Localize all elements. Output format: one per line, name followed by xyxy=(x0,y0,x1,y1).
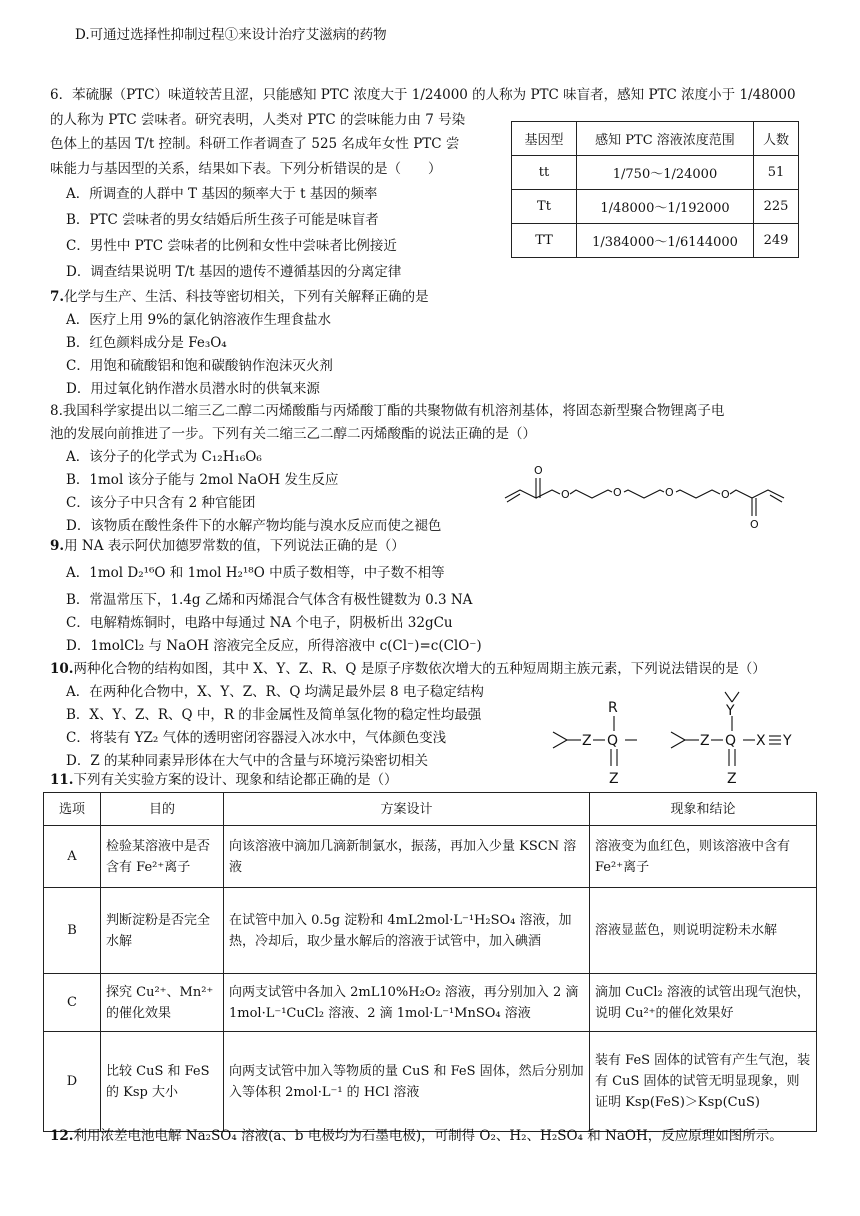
atom-r: R xyxy=(608,700,618,716)
cell-result: 滴加 CuCl₂ 溶液的试管出现气泡快，说明 Cu²⁺的催化效果好 xyxy=(590,974,817,1032)
atom-q: Q xyxy=(725,733,737,749)
cell-option: A xyxy=(44,826,101,888)
table-row xyxy=(44,1032,817,1132)
cell-goal: 比较 CuS 和 FeS 的 Ksp 大小 xyxy=(101,1032,224,1132)
q10-number: 10. xyxy=(50,661,74,677)
q6-option-c: C．男性中 PTC 尝味者的比例和女性中尝味者比例接近 xyxy=(66,238,397,254)
atom-q: Q xyxy=(607,733,619,749)
table-row xyxy=(512,224,799,258)
q9-stem xyxy=(50,536,405,556)
compound-structures xyxy=(545,690,815,790)
cell-range: 1/48000～1/192000 xyxy=(577,190,754,224)
q7-option-a: A．医疗上用 9%的氯化钠溶液作生理食盐水 xyxy=(66,312,331,328)
header-result: 现象和结论 xyxy=(590,793,817,826)
q6-option-d: D．调查结果说明 T/t 基因的遗传不遵循基因的分离定律 xyxy=(66,264,402,280)
q8-line1: 8.我国科学家提出以二缩三乙二醇二丙烯酸酯与丙烯酸丁酯的共聚物做有机溶剂基体，将固态新型聚合物锂离子电 xyxy=(50,403,725,419)
q10-text: 两种化合物的结构如图，其中 X、Y、Z、R、Q 是原子序数依次增大的五种短周期主族元素，下列说法错误的是（） xyxy=(73,661,766,677)
q8-option-b: B．1mol 该分子能与 2mol NaOH 发生反应 xyxy=(66,472,339,488)
cell-goal: 判断淀粉是否完全水解 xyxy=(101,888,224,974)
atom-o: O xyxy=(534,464,543,477)
option-d-prev: D.可通过选择性抑制过程①来设计治疗艾滋病的药物 xyxy=(75,27,387,43)
cell-goal: 探究 Cu²⁺、Mn²⁺的催化效果 xyxy=(101,974,224,1032)
header-genotype: 基因型 xyxy=(512,122,577,156)
atom-o: O xyxy=(561,488,570,501)
q10-option-c: C．将装有 YZ₂ 气体的透明密闭容器浸入冰水中，气体颜色变浅 xyxy=(66,730,447,746)
atom-z: Z xyxy=(700,733,710,749)
q7-option-d: D．用过氧化钠作潜水员潜水时的供氧来源 xyxy=(66,381,320,397)
q12-number: 12. xyxy=(50,1128,74,1144)
q10-option-b: B．X、Y、Z、R、Q 中，R 的非金属性及简单氢化物的稳定性均最强 xyxy=(66,707,482,723)
q9-option-c: C．电解精炼铜时，电路中每通过 NA 个电子，阴极析出 32gCu xyxy=(66,615,453,631)
cell-plan: 向两支试管中加入等物质的量 CuS 和 FeS 固体，然后分别加入等体积 2mol·L⁻¹ 的 HCl 溶液 xyxy=(224,1032,590,1132)
cell-count: 51 xyxy=(754,156,799,190)
q9-option-d: D．1molCl₂ 与 NaOH 溶液完全反应，所得溶液中 c(Cl⁻)=c(ClO⁻) xyxy=(66,638,482,654)
cell-genotype: TT xyxy=(512,224,577,258)
q8-line2: 池的发展向前推进了一步。下列有关二缩三乙二醇二丙烯酸酯的说法正确的是（） xyxy=(50,426,536,442)
q12-text: 利用浓差电池电解 Na₂SO₄ 溶液(a、b 电极均为石墨电极)，可制得 O₂、H₂、H₂SO₄ 和 NaOH，反应原理如图所示。 xyxy=(73,1128,783,1144)
diacrylate-structure xyxy=(500,446,800,532)
table-header-row xyxy=(512,122,799,156)
q6-line2: 的人称为 PTC 尝味者。研究表明，人类对 PTC 的尝味能力由 7 号染 xyxy=(50,112,466,128)
q6-option-b: B．PTC 尝味者的男女结婚后所生孩子可能是味盲者 xyxy=(66,212,379,228)
q11-stem xyxy=(50,770,398,790)
cell-genotype: Tt xyxy=(512,190,577,224)
atom-y: Y xyxy=(726,703,735,719)
q11-number: 11. xyxy=(50,772,74,788)
atom-x: X xyxy=(756,733,766,749)
q11-text: 下列有关实验方案的设计、现象和结论都正确的是（） xyxy=(73,772,398,788)
table-row xyxy=(512,156,799,190)
atom-o: O xyxy=(750,518,759,531)
q10-stem xyxy=(50,659,766,679)
cell-range: 1/750～1/24000 xyxy=(577,156,754,190)
atom-z: Z xyxy=(727,771,737,787)
q12-stem xyxy=(50,1126,783,1146)
experiment-table xyxy=(43,792,817,1132)
cell-result: 溶液显蓝色，则说明淀粉未水解 xyxy=(590,888,817,974)
atom-y: Y xyxy=(783,733,792,749)
cell-result: 装有 FeS 固体的试管有产生气泡，装有 CuS 固体的试管无明显现象，则证明 Ksp(FeS)＞Ksp(CuS) xyxy=(590,1032,817,1132)
atom-o: O xyxy=(613,486,622,499)
q8-option-d: D．该物质在酸性条件下的水解产物均能与溴水反应而使之褪色 xyxy=(66,518,442,534)
q9-number: 9. xyxy=(50,538,65,554)
q7-text: 化学与生产、生活、科技等密切相关，下列有关解释正确的是 xyxy=(64,289,429,305)
table-header-row xyxy=(44,793,817,826)
cell-count: 225 xyxy=(754,190,799,224)
cell-count: 249 xyxy=(754,224,799,258)
cell-option: B xyxy=(44,888,101,974)
cell-goal: 检验某溶液中是否含有 Fe²⁺离子 xyxy=(101,826,224,888)
cell-plan: 向该溶液中滴加几滴新制氯水，振荡，再加入少量 KSCN 溶液 xyxy=(224,826,590,888)
atom-o: O xyxy=(665,486,674,499)
cell-plan: 向两支试管中各加入 2mL10%H₂O₂ 溶液，再分别加入 2 滴 1mol·L⁻¹CuCl₂ 溶液、2 滴 1mol·L⁻¹MnSO₄ 溶液 xyxy=(224,974,590,1032)
header-option: 选项 xyxy=(44,793,101,826)
cell-genotype: tt xyxy=(512,156,577,190)
q10-option-d: D．Z 的某种同素异形体在大气中的含量与环境污染密切相关 xyxy=(66,753,428,769)
q9-option-a: A．1mol D₂¹⁶O 和 1mol H₂¹⁸O 中质子数相等，中子数不相等 xyxy=(66,565,445,581)
cell-plan: 在试管中加入 0.5g 淀粉和 4mL2mol·L⁻¹H₂SO₄ 溶液，加热，冷却后，取少量水解后的溶液于试管中，加入碘酒 xyxy=(224,888,590,974)
table-row xyxy=(512,190,799,224)
q8-option-a: A．该分子的化学式为 C₁₂H₁₆O₆ xyxy=(66,449,262,465)
q8-option-c: C．该分子中只含有 2 种官能团 xyxy=(66,495,256,511)
q9-option-b: B．常温常压下，1.4g 乙烯和丙烯混合气体含有极性键数为 0.3 NA xyxy=(66,592,473,608)
q6-line1: 6．苯硫脲（PTC）味道较苦且涩，只能感知 PTC 浓度大于 1/24000 的人称为 PTC 味盲者，感知 PTC 浓度小于 1/48000 xyxy=(50,87,796,103)
q9-text: 用 NA 表示阿伏加德罗常数的值，下列说法正确的是（） xyxy=(64,538,405,554)
table-row xyxy=(44,826,817,888)
cell-option: C xyxy=(44,974,101,1032)
q10-option-a: A．在两种化合物中，X、Y、Z、R、Q 均满足最外层 8 电子稳定结构 xyxy=(66,684,484,700)
q7-number: 7. xyxy=(50,289,65,305)
atom-o: O xyxy=(721,488,730,501)
q6-option-a: A．所调查的人群中 T 基因的频率大于 t 基因的频率 xyxy=(66,186,378,202)
header-range: 感知 PTC 溶液浓度范围 xyxy=(577,122,754,156)
table-row xyxy=(44,888,817,974)
atom-z: Z xyxy=(609,771,619,787)
cell-result: 溶液变为血红色，则该溶液中含有 Fe²⁺离子 xyxy=(590,826,817,888)
ptc-table xyxy=(511,121,799,258)
cell-range: 1/384000～1/6144000 xyxy=(577,224,754,258)
header-goal: 目的 xyxy=(101,793,224,826)
atom-z: Z xyxy=(582,733,592,749)
header-count: 人数 xyxy=(754,122,799,156)
table-row xyxy=(44,974,817,1032)
q6-line4: 味能力与基因型的关系，结果如下表。下列分析错误的是（ ） xyxy=(50,161,442,177)
q7-option-c: C．用饱和硫酸铝和饱和碳酸钠作泡沫灭火剂 xyxy=(66,358,333,374)
cell-option: D xyxy=(44,1032,101,1132)
header-plan: 方案设计 xyxy=(224,793,590,826)
q7-option-b: B．红色颜料成分是 Fe₃O₄ xyxy=(66,335,227,351)
q6-line3: 色体上的基因 T/t 控制。科研工作者调查了 525 名成年女性 PTC 尝 xyxy=(50,136,460,152)
q7-stem xyxy=(50,287,429,307)
